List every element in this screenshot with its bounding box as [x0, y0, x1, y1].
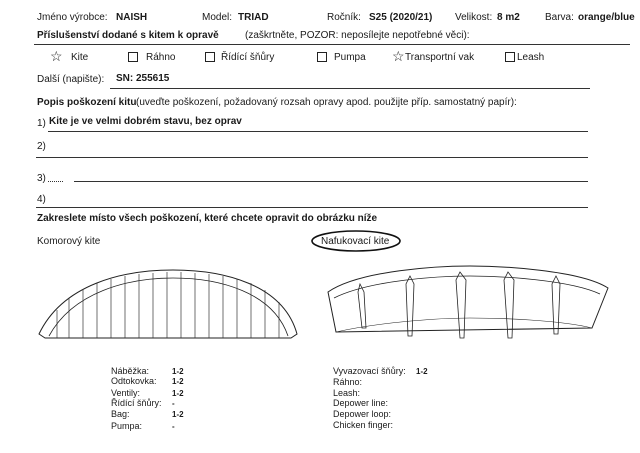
part-label: Náběžka: — [111, 366, 150, 376]
drawing-title: Zakreslete místo všech poškození, které chcete opravit do obrázku níže — [37, 213, 378, 224]
size-label: Velikost: — [455, 12, 493, 23]
manufacturer-label: Jméno výrobce: — [37, 12, 108, 23]
part-label: Vyvazovací šňůry: — [333, 366, 406, 376]
checked-star-icon[interactable]: ☆ — [392, 48, 405, 64]
accessory-pump-label: Pumpa — [334, 52, 366, 63]
accessory-leash-checkbox[interactable] — [505, 52, 515, 62]
part-value[interactable]: 1-2 — [172, 377, 184, 386]
part-label: Bag: — [111, 409, 130, 419]
accessory-bag-label: Transportní vak — [405, 52, 475, 63]
damage-line-3 — [74, 181, 588, 182]
damage-line-1-num: 1) — [37, 118, 46, 129]
part-label: Ventily: — [111, 388, 141, 398]
damage-line-4-num: 4) — [37, 194, 46, 205]
part-value[interactable]: 1-2 — [172, 389, 184, 398]
damage-line-1 — [48, 131, 588, 132]
part-label: Depower line: — [333, 398, 389, 408]
year-label: Ročník: — [327, 12, 361, 23]
accessory-leash-label: Leash — [517, 52, 545, 63]
damage-title: Popis poškození kitu — [37, 97, 137, 108]
ram-air-kite-label: Komorový kite — [37, 236, 101, 247]
part-label: Odtokovka: — [111, 376, 157, 386]
part-value[interactable]: - — [172, 422, 175, 431]
accessory-rahno-label: Ráhno — [146, 52, 176, 63]
inflatable-kite-drawing[interactable] — [320, 258, 610, 343]
inflatable-kite-label: Nafukovací kite — [321, 236, 390, 247]
accessory-rahno-checkbox[interactable] — [128, 52, 138, 62]
other-line — [110, 88, 590, 89]
color-label: Barva: — [545, 12, 574, 23]
damage-line-3-num: 3) — [37, 173, 46, 184]
other-label: Další (napište): — [37, 74, 105, 85]
accessory-lines-label: Řídící šňůry — [221, 52, 275, 63]
part-label: Chicken finger: — [333, 420, 394, 430]
part-label: Ráhno: — [333, 377, 363, 387]
accessory-pump-checkbox[interactable] — [317, 52, 327, 62]
damage-line-3-stub — [48, 181, 63, 182]
ram-air-kite-drawing[interactable] — [33, 262, 303, 342]
part-value[interactable]: - — [172, 399, 175, 408]
damage-note: (uveďte poškození, požadovaný rozsah opravy apod. použijte příp. samostatný papír): — [136, 97, 517, 108]
part-value[interactable]: 1-2 — [416, 367, 428, 376]
other-value[interactable]: SN: 255615 — [116, 73, 170, 84]
year-value[interactable]: S25 (2020/21) — [369, 12, 433, 23]
part-label: Leash: — [333, 388, 361, 398]
damage-line-1-text[interactable]: Kite je ve velmi dobrém stavu, bez oprav — [49, 116, 242, 127]
model-value[interactable]: TRIAD — [238, 12, 269, 23]
color-value[interactable]: orange/blue — [578, 12, 635, 23]
accessory-lines-checkbox[interactable] — [205, 52, 215, 62]
damage-line-2 — [36, 157, 588, 158]
checked-star-icon[interactable]: ☆ — [50, 48, 63, 64]
manufacturer-value[interactable]: NAISH — [116, 12, 148, 23]
accessories-title: Příslušenství dodané s kitem k opravě — [37, 30, 219, 41]
accessories-note: (zaškrtněte, POZOR: neposílejte nepotřebné věci): — [245, 30, 470, 41]
damage-line-2-num: 2) — [37, 141, 46, 152]
part-label: Řídící šňůry: — [111, 398, 162, 408]
part-label: Pumpa: — [111, 421, 143, 431]
part-label: Depower loop: — [333, 409, 392, 419]
part-value[interactable]: 1-2 — [172, 410, 184, 419]
damage-line-4 — [36, 207, 588, 208]
size-value[interactable]: 8 m2 — [497, 12, 520, 23]
model-label: Model: — [202, 12, 233, 23]
part-value[interactable]: 1-2 — [172, 367, 184, 376]
divider — [34, 44, 630, 45]
accessory-kite-label: Kite — [71, 52, 89, 63]
